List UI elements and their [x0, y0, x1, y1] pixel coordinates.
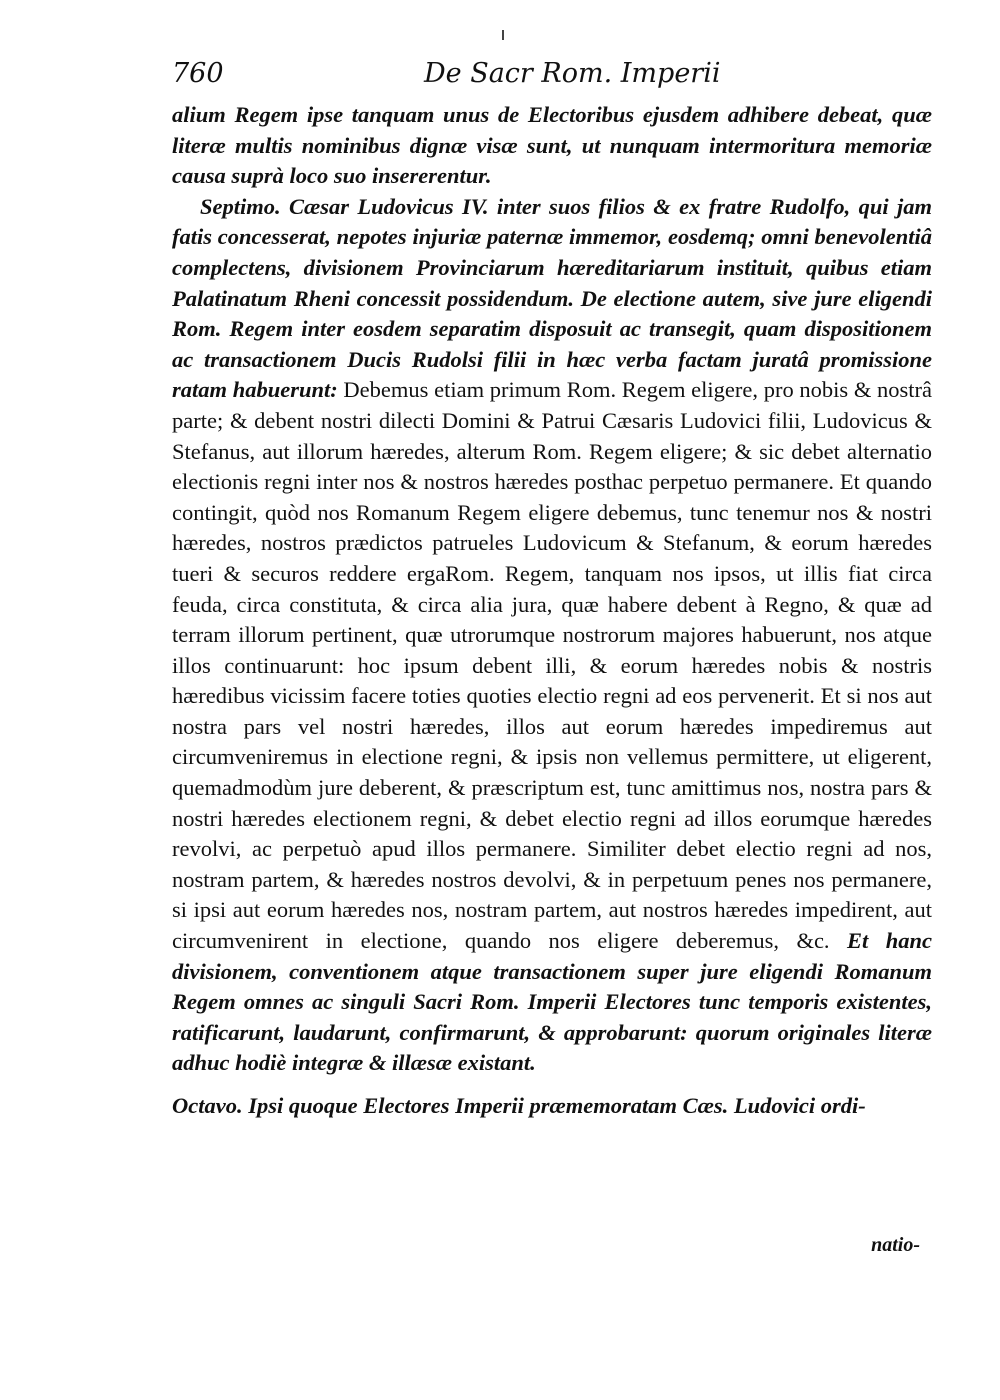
paragraph-continuation [172, 100, 932, 192]
running-title: De Sacr Rom. Imperii [424, 58, 721, 89]
page-number: 760 [172, 58, 224, 89]
print-mark [502, 30, 504, 40]
paragraph-octavo [172, 1091, 932, 1122]
page-header [172, 58, 920, 98]
italic-text: Septimo. Cæsar Ludovicus IV. inter suos filios & ex fratre Rudolfo, qui jam fatis concesserat, nepotes injuriæ paternæ immemor, eosdemq; omni benevolentiâ complectens, divisionem Provinciarum hæreditariarum instituit, quibus etiam Palatinatum Rheni concessit possidendum. De electione autem, sive jure eligendi Rom. Regem inter eosdem separatim disposuit ac transegit, quam dispositionem ac transactionem Ducis Rudolsi filii in hæc verba factam juratâ promissione ratam habuerunt: [172, 193, 932, 403]
paragraph-septimo [172, 192, 932, 1079]
italic-text: Et hanc divisionem, conventionem atque transactionem super jure eligendi Romanum Regem omnes ac singuli Sacri Rom. Imperii Electores tunc temporis existentes, ratificarunt, laudarunt, confirmarunt, & approbarunt: quorum originales literæ adhuc hodiè integræ & illæsæ existant. [172, 928, 932, 1076]
italic-text: Octavo. Ipsi quoque Electores Imperii præmemoratam Cæs. Ludovici ordi- [172, 1093, 866, 1118]
catchword: natio- [871, 1234, 920, 1256]
body-text [172, 100, 932, 1122]
roman-text: Debemus etiam primum Rom. Regem eligere, pro nobis & nostrâ parte; & debent nostri dilecti Domini & Patrui Cæsaris Ludovici filii, Ludovicus & Stefanus, aut illorum hæredes, alterum Rom. Regem eligere; & sic debet alternatio electionis regni inter nos & nostros hæredes posthac perpetuo permanere. Et quando contingit, quòd nos Romanum Regem eligere debemus, tunc tenemur nos & nostri hæredes, nostros prædictos patrueles Ludovicum & Stefanum, & eorum hæredes tueri & securos reddere ergaRom. Regem, tanquam nos ipsos, ut illis fiat circa feuda, circa constituta, & circa alia jura, quæ habere debent à Regno, & quæ ad terram illorum pertinent, quæ utrorumque nostrorum majores habuerunt, nos atque illos continuarunt: hoc ipsum debent illi, & eorum hæredes nobis & nostris hæredibus vicissim facere toties quoties electio regni ad eos pervenerit. Et si nos aut nostra pars vel nostri hæredes, illos aut eorum hæredes impediremus aut circumveniremus in electione regni, & ipsis non vellemus permittere, ut eligerent, quemadmodùm jure deberent, & præscriptum est, tunc amittimus nos, nostra pars & nostri hæredes electionem regni, & debet electio regni ad illos eorumque hæredes revolvi, ac perpetuò apud illos permanere. Similiter debet electio regni ad nos, nostram partem, & hæredes nostros devolvi, & in perpetuum penes nos permanere, si ipsi aut eorum hæredes nos, nostram partem, aut nostros hæredes impedirent, aut circumvenirent in electione, quando nos eligere deberemus, &c. [172, 377, 932, 954]
italic-text: alium Regem ipse tanquam unus de Electoribus ejusdem adhibere debeat, quæ literæ multis nominibus dignæ visæ sunt, ut nunquam intermoritura memoriæ causa suprà loco suo insererentur. [172, 102, 932, 189]
